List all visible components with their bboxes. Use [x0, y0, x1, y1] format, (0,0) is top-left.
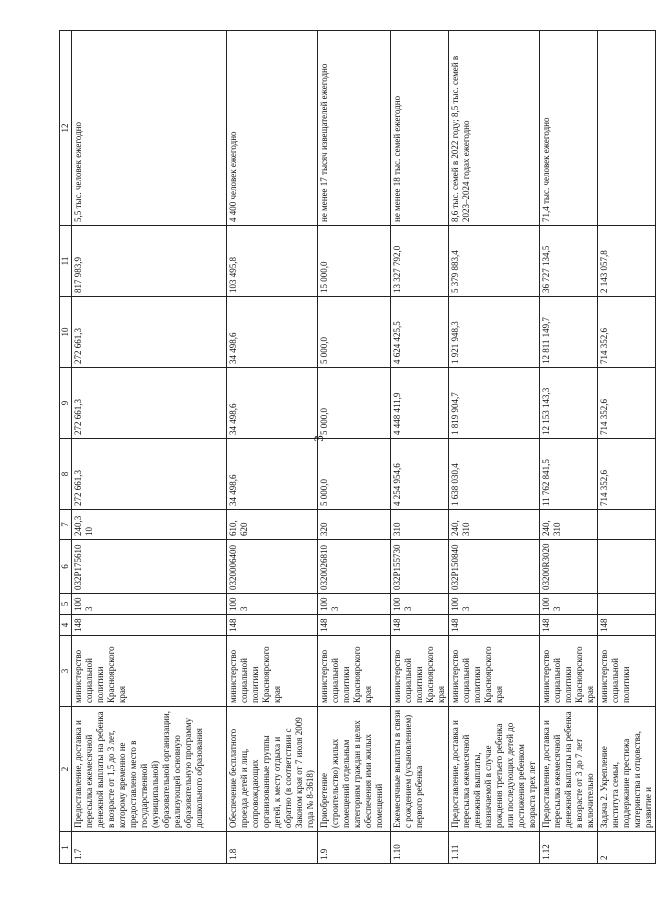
amount-2024-cell: 5 000,0: [318, 297, 391, 368]
target-article-cell: 032P155730: [391, 540, 449, 594]
amount-2023-cell: 1 819 904,7: [449, 368, 540, 439]
amount-2023-cell: 272 661,3: [72, 368, 227, 439]
expense-type-cell: 240, 310: [540, 510, 598, 540]
description-cell: Предоставление, доставка и пересылка ежемесячной денежной выплаты на ребенка в возрасте от 3 до 7 лет включительно: [540, 707, 598, 832]
expected-result-cell: не менее 17 тысяч извещателей ежегодно: [318, 31, 391, 226]
grbs-code-cell: 148: [449, 615, 540, 636]
amount-2022-cell: 5 000,0: [318, 439, 391, 510]
header-cell: 5: [60, 594, 72, 615]
expense-type-cell: 310: [391, 510, 449, 540]
row-number-cell: 1.12: [540, 832, 598, 864]
amount-2022-cell: 1 638 030,4: [449, 439, 540, 510]
expense-type-cell: 240,3 10: [72, 510, 227, 540]
header-cell: 2: [60, 707, 72, 832]
header-cell: 4: [60, 615, 72, 636]
target-article-cell: 03200R3020: [540, 540, 598, 594]
expense-type-cell: 240, 310: [449, 510, 540, 540]
section-code-cell: 1003: [449, 594, 540, 615]
expected-result-cell: не менее 18 тыс. семей ежегодно: [391, 31, 449, 226]
expected-result-cell: 5,5 тыс. человек ежегодно: [72, 31, 227, 226]
amount-2023-cell: 34 498,6: [227, 368, 318, 439]
section-code-cell: 1003: [227, 594, 318, 615]
amount-2024-cell: 4 624 425,5: [391, 297, 449, 368]
amount-2022-cell: 34 498,6: [227, 439, 318, 510]
amount-2023-cell: 714 352,6: [598, 368, 656, 439]
grbs-code-cell: 148: [72, 615, 227, 636]
table-row: [540, 31, 598, 864]
amount-total-cell: 13 327 792,0: [391, 226, 449, 297]
amount-2022-cell: 272 661,3: [72, 439, 227, 510]
target-article-cell: 032P150840: [449, 540, 540, 594]
amount-total-cell: 5 379 883,4: [449, 226, 540, 297]
amount-2024-cell: 272 661,3: [72, 297, 227, 368]
header-cell: 1: [60, 832, 72, 864]
section-code-cell: [598, 594, 656, 615]
header-cell: 9: [60, 368, 72, 439]
section-code-cell: 1003: [72, 594, 227, 615]
row-number-cell: 1.11: [449, 832, 540, 864]
amount-2023-cell: 12 153 143,3: [540, 368, 598, 439]
description-cell: Задача 2. Укрепление института семьи, поддержание престижа материнства и отцовства, развитие и: [598, 707, 656, 832]
amount-2022-cell: 11 762 841,5: [540, 439, 598, 510]
amount-2022-cell: 714 352,6: [598, 439, 656, 510]
header-cell: 8: [60, 439, 72, 510]
row-number-cell: 1.10: [391, 832, 449, 864]
header-cell: 12: [60, 31, 72, 226]
responsible-org-cell: министерство социальной политики Красноярского края: [540, 636, 598, 707]
responsible-org-cell: министерство социальной политики Красноярского края: [318, 636, 391, 707]
target-article-cell: 032P175610: [72, 540, 227, 594]
responsible-org-cell: министерство социальной политики Красноярского края: [449, 636, 540, 707]
description-cell: Предоставление, доставка и пересылка ежемесячной денежной выплаты, назначаемой в случае рождения третьего ребенка или последующих детей до достижения ребенком возраста трех лет: [449, 707, 540, 832]
responsible-org-cell: министерство социальной политики Красноярского края: [72, 636, 227, 707]
expense-type-cell: [598, 510, 656, 540]
header-cell: 11: [60, 226, 72, 297]
column-number-header: [60, 31, 72, 864]
grbs-code-cell: 148: [540, 615, 598, 636]
grbs-code-cell: 148: [227, 615, 318, 636]
amount-2024-cell: 1 921 948,3: [449, 297, 540, 368]
table-row: [391, 31, 449, 864]
amount-2022-cell: 4 254 954,6: [391, 439, 449, 510]
amount-total-cell: 36 727 134,5: [540, 226, 598, 297]
table-row: [227, 31, 318, 864]
expense-type-cell: 320: [318, 510, 391, 540]
amount-total-cell: 2 143 057,8: [598, 226, 656, 297]
description-cell: Приобретение (строительство) жилых помещений отдельным категориям граждан в целях обеспечения ими жилых помещений: [318, 707, 391, 832]
description-cell: Предоставление, доставка и пересылка ежемесячной денежной выплаты на ребенка в возрасте от 1,5 до 3 лет, которому временно не предоставлено место в государственной (муниципальной) образовательной организации, реализующей основную образовательную программу дошкольного образования: [72, 707, 227, 832]
expected-result-cell: [598, 31, 656, 226]
target-article-cell: 0320006400: [227, 540, 318, 594]
grbs-code-cell: 148: [391, 615, 449, 636]
header-cell: 3: [60, 636, 72, 707]
budget-table: [59, 30, 656, 864]
header-cell: 10: [60, 297, 72, 368]
table-row: [72, 31, 227, 864]
row-number-cell: 1.7: [72, 832, 227, 864]
target-article-cell: [598, 540, 656, 594]
grbs-code-cell: 148: [598, 615, 656, 636]
section-code-cell: 1003: [318, 594, 391, 615]
amount-2024-cell: 12 811 149,7: [540, 297, 598, 368]
expense-type-cell: 610, 620: [227, 510, 318, 540]
page-number: 3: [310, 435, 326, 442]
header-cell: 6: [60, 540, 72, 594]
responsible-org-cell: министерство социальной политики: [598, 636, 656, 707]
responsible-org-cell: министерство социальной политики Красноярского края: [391, 636, 449, 707]
table-row: [318, 31, 391, 864]
amount-total-cell: 817 983,9: [72, 226, 227, 297]
table-rotator: [59, 31, 653, 864]
amount-total-cell: 15 000,0: [318, 226, 391, 297]
expected-result-cell: 8,6 тыс. семей в 2022 году; 8,5 тыс. семей в 2023–2024 годах ежегодно: [449, 31, 540, 226]
target-article-cell: 0320026810: [318, 540, 391, 594]
row-number-cell: 1.8: [227, 832, 318, 864]
amount-2023-cell: 4 448 411,9: [391, 368, 449, 439]
table-row: [449, 31, 540, 864]
expected-result-cell: 4 400 человек ежегодно: [227, 31, 318, 226]
section-code-cell: 1003: [540, 594, 598, 615]
row-number-cell: 1.9: [318, 832, 391, 864]
amount-2024-cell: 714 352,6: [598, 297, 656, 368]
grbs-code-cell: 148: [318, 615, 391, 636]
responsible-org-cell: министерство социальной политики Красноярского края: [227, 636, 318, 707]
expected-result-cell: 71,4 тыс. человек ежегодно: [540, 31, 598, 226]
row-number-cell: 2: [598, 832, 656, 864]
description-cell: Ежемесячные выплаты в связи с рождением (усыновлением) первого ребенка: [391, 707, 449, 832]
header-cell: 7: [60, 510, 72, 540]
amount-2023-cell: 5 000,0: [318, 368, 391, 439]
amount-2024-cell: 34 498,6: [227, 297, 318, 368]
description-cell: Обеспечение бесплатного проезда детей и лиц, сопровождающих организованные группы детей, к месту отдыха и обратно (в соответствии с Законом края от 7 июля 2009 года № 8-3618): [227, 707, 318, 832]
section-code-cell: 1003: [391, 594, 449, 615]
amount-total-cell: 103 495,8: [227, 226, 318, 297]
table-row: [598, 31, 656, 864]
